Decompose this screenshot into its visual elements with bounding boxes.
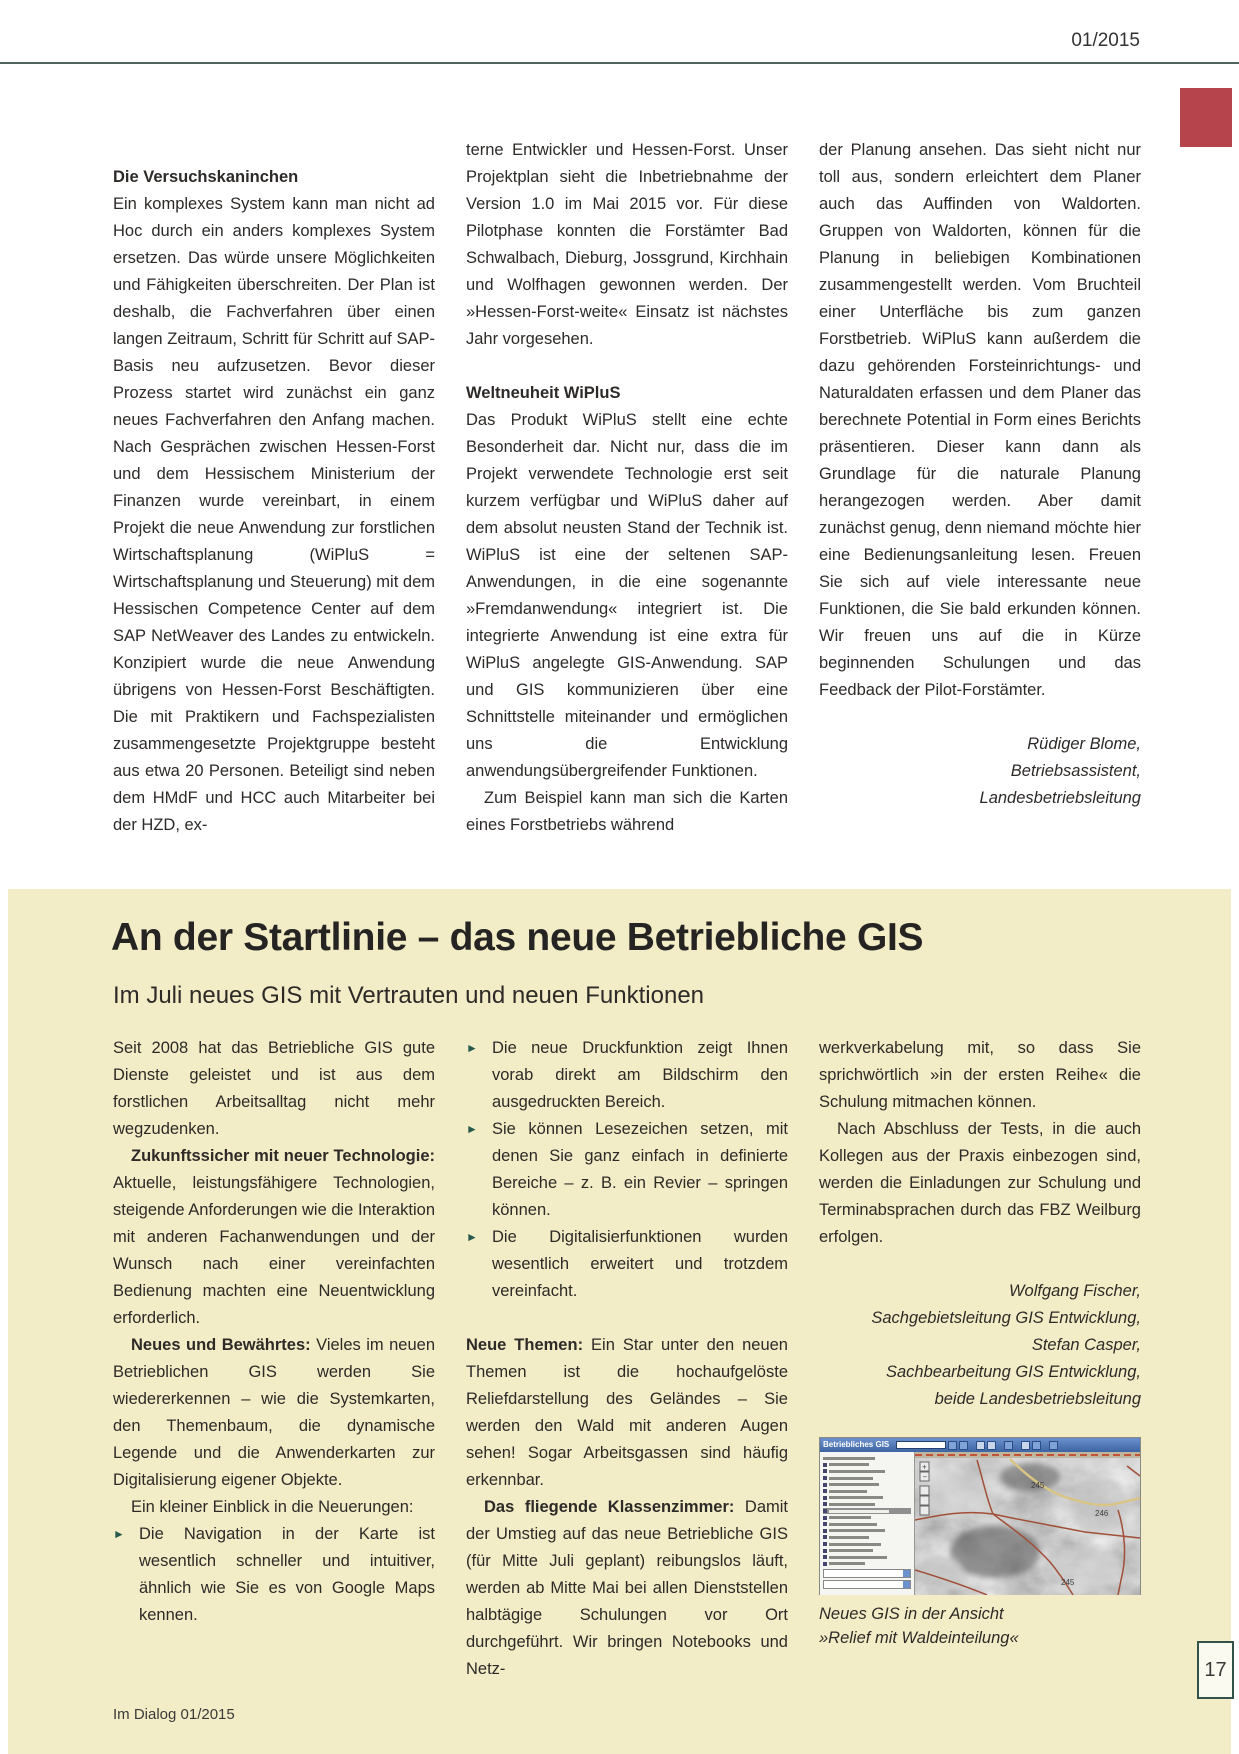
- paragraph-lead: Neue Themen:: [466, 1336, 584, 1354]
- layer-tree-row: [823, 1468, 911, 1475]
- layer-checkbox-icon: [823, 1542, 827, 1546]
- layer-checkbox-icon: [823, 1489, 827, 1493]
- paragraph: Das fliegende Klassenzimmer: Damit der Umstieg auf das neue Betriebliche GIS (für Mitte Juli geplant) reibungslos läuft, werden ab Mitte Mai bei allen Dienststellen halbtägige Schulungen vor Ort durchgeführt. Wir bringen Notebooks und Netz-: [466, 1498, 788, 1678]
- layer-tree-row: [823, 1488, 911, 1495]
- header-rule: [0, 62, 1239, 64]
- paragraph-lead: Das fliegende Klassenzimmer:: [484, 1498, 735, 1516]
- gis-window-title: Betriebliches GIS: [823, 1440, 890, 1449]
- signature-line: Landesbetriebsleitung: [979, 789, 1141, 807]
- article-column-2: [466, 137, 788, 839]
- combo-dropdown-icon: [903, 1570, 910, 1577]
- paragraph-lead: Neues und Bewährtes:: [131, 1336, 311, 1354]
- layer-tree-row: [823, 1495, 911, 1502]
- gis-screenshot-figure: [819, 1437, 1141, 1595]
- gis-article-subtitle: Im Juli neues GIS mit Vertrauten und neuen Funktionen: [113, 982, 705, 1009]
- signature-line: Betriebsassistent,: [1010, 762, 1141, 780]
- author-signature: [819, 1278, 1141, 1413]
- layer-label-bar: [829, 1543, 881, 1546]
- layer-checkbox-icon: [823, 1555, 827, 1559]
- layer-checkbox-icon: [823, 1509, 827, 1513]
- layer-label-bar: [829, 1490, 867, 1493]
- figure-caption-line: Neues GIS in der Ansicht: [819, 1605, 1004, 1623]
- paragraph: der Planung ansehen. Das sieht nicht nur toll aus, sondern erleichtert dem Planer auch das Auffinden von Waldorten. Gruppen von Waldorten, können für die Planung in beliebigen Kombinationen zusammengestellt werden. Vom Bruchteil einer Unterfläche bis zum ganzen Forstbetrieb. WiPluS kann außerdem die dazu gehörenden Forsteinrichtungs- und Naturaldaten erfassen und dem Planer das berechnete Potential in Form eines Berichts präsentieren. Dieser kann dann als Grundlage für die naturale Planung herangezogen werden. Aber damit zunächst genug, denn niemand möchte hier eine Bedienungsanleitung lesen. Freuen Sie sich auf viele interessante neue Funktionen, die Sie bald erkunden können. Wir freuen uns auf die in Kürze beginnenden Schulungen und das Feedback der Pilot-Forstämter.: [819, 141, 1141, 699]
- layer-label-bar: [829, 1463, 869, 1466]
- layer-combo-box: [823, 1569, 911, 1578]
- layer-tree-row: [823, 1514, 911, 1521]
- layer-tree-row: [823, 1547, 911, 1554]
- paragraph: Ein komplexes System kann man nicht ad Hoc durch ein anders komplexes System ersetzen. Das würde unsere Möglichkeiten und Fähigkeiten überschreiten. Der Plan ist deshalb, die Fachverfahren über einen langen Zeitraum, Schritt für Schritt auf SAP-Basis neu aufzusetzen. Bevor dieser Prozess startet wird zunächst ein ganz neues Fachverfahren den Anfang machen. Nach Gesprächen zwischen Hessen-Forst und dem Hessischem Ministerium der Finanzen wurde vereinbart, in einem Projekt die neue Anwendung zur forstlichen Wirtschaftsplanung (WiPluS = Wirtschaftsplanung und Steuerung) mit dem Hessischen Competence Center auf dem SAP NetWeaver des Landes zu entwickeln. Konzipiert wurde die neue Anwendung übrigens von Hessen-Forst Beschäftigten. Die mit Praktikern und Fachspezialisten zusammengesetzte Projektgruppe besteht aus etwa 20 Personen. Beteiligt sind neben dem HMdF und HCC auch Mitarbeiter bei der HZD, ex-: [113, 195, 435, 834]
- layer-label-bar: [829, 1503, 875, 1506]
- layer-tree-row: [823, 1521, 911, 1528]
- layer-checkbox-icon: [823, 1535, 827, 1539]
- signature-line: Stefan Casper,: [1031, 1336, 1141, 1354]
- gis-toolbar-measure-icon: [1032, 1441, 1041, 1450]
- bullet-text: Sie können Lesezeichen setzen, mit denen Sie ganz einfach in definierte Bereiche – z. B. ein Revier – springen können.: [492, 1120, 788, 1219]
- gis-toolbar-pan-icon: [976, 1441, 985, 1450]
- gis-toolbar-info-icon: [1049, 1441, 1058, 1450]
- gis-article-column-1: [113, 1035, 435, 1629]
- layer-checkbox-icon: [823, 1483, 827, 1487]
- bullet-item: [113, 1521, 435, 1629]
- layer-tree-row: [823, 1541, 911, 1548]
- layer-tree-row: [823, 1462, 911, 1469]
- layer-label-bar: [823, 1457, 875, 1460]
- bullet-item: [466, 1224, 788, 1305]
- layer-tree-row: [823, 1455, 911, 1462]
- layer-tree-row: [823, 1534, 911, 1541]
- layer-tree-row: [823, 1501, 911, 1508]
- combo-dropdown-icon: [903, 1581, 910, 1588]
- gis-window-titlebar: [820, 1438, 1140, 1452]
- relief-map-svg: [915, 1452, 1140, 1595]
- gis-window-body: [820, 1452, 1140, 1595]
- figure-caption: [819, 1602, 1019, 1650]
- map-label: 245: [1061, 1578, 1075, 1587]
- paragraph: Ein kleiner Einblick in die Neuerungen:: [131, 1498, 414, 1516]
- paragraph: terne Entwickler und Hessen-Forst. Unser Projektplan sieht die Inbetriebnahme der Version 1.0 im Mai 2015 vor. Für diese Pilotphase konnten die Forstämter Bad Schwalbach, Dieburg, Jossgrund, Kirchhain und Wolfhagen gewonnen werden. Der »Hessen-Forst-weite« Einsatz ist nächstes Jahr vorgesehen.: [466, 141, 788, 348]
- paragraph: werkverkabelung mit, so dass Sie sprichwörtlich »in der ersten Reihe« die Schulung mitmachen können.: [819, 1039, 1141, 1111]
- layer-tree-row: [823, 1481, 911, 1488]
- paragraph: Zum Beispiel kann man sich die Karten eines Forstbetriebs während: [466, 789, 788, 834]
- layer-label-bar: [829, 1510, 889, 1513]
- gis-article-title: An der Startlinie – das neue Betriebliche GIS: [111, 916, 924, 959]
- gis-scale-input: [896, 1441, 946, 1449]
- layer-label-bar: [829, 1529, 885, 1532]
- map-label: 245: [1031, 1481, 1045, 1490]
- gis-toolbar-print-icon: [1004, 1441, 1013, 1450]
- bullet-item: [466, 1035, 788, 1116]
- red-corner-tab: [1180, 88, 1232, 147]
- paragraph: Seit 2008 hat das Betriebliche GIS gute Dienste geleistet und ist aus dem forstlichen Arbeitsalltag nicht mehr wegzudenken.: [113, 1039, 435, 1138]
- paragraph: Neue Themen: Ein Star unter den neuen Themen ist die hochaufgelöste Reliefdarstellung des Geländes – Sie werden den Wald mit anderen Augen sehen! Sogar Arbeitsgassen sind häufig erkennbar.: [466, 1336, 788, 1489]
- layer-checkbox-icon: [823, 1522, 827, 1526]
- signature-line: beide Landesbetriebsleitung: [934, 1390, 1141, 1408]
- layer-checkbox-icon: [823, 1562, 827, 1566]
- paragraph: Nach Abschluss der Tests, in die auch Kollegen aus der Praxis einbezogen sind, werden die Einladungen zur Schulung und Terminabsprachen durch das FBZ Weilburg erfolgen.: [819, 1120, 1141, 1246]
- signature-line: Rüdiger Blome,: [1027, 735, 1141, 753]
- layer-label-bar: [829, 1562, 865, 1565]
- signature-line: Sachbearbeitung GIS Entwicklung,: [886, 1363, 1141, 1381]
- article-column-1: [113, 137, 435, 839]
- paragraph: Zukunftssicher mit neuer Technologie: Aktuelle, leistungsfähigere Technologien, steigende Anforderungen wie die Interaktion mit anderen Fachanwendungen und der Wunsch nach einer vereinfachten Bedienung machten eine Neuentwicklung erforderlich.: [113, 1147, 435, 1327]
- layer-tree-row: [823, 1554, 911, 1561]
- bullet-arrow-icon: ►: [113, 1527, 125, 1541]
- layer-label-bar: [829, 1536, 869, 1539]
- gis-layer-tree: [820, 1452, 915, 1595]
- signature-line: Sachgebietsleitung GIS Entwicklung,: [871, 1309, 1141, 1327]
- bullet-text: Die Navigation in der Karte ist wesentlich schneller und intuitiver, ähnlich wie Sie es von Google Maps kennen.: [139, 1525, 435, 1624]
- gis-article-column-3: [819, 1035, 1141, 1413]
- layer-checkbox-icon: [823, 1549, 827, 1553]
- map-label: 246: [1095, 1509, 1109, 1518]
- section-heading: Die Versuchskaninchen: [113, 168, 299, 186]
- layer-combo-box: [823, 1580, 911, 1589]
- bullet-arrow-icon: ►: [466, 1230, 478, 1244]
- layer-checkbox-icon: [823, 1516, 827, 1520]
- layer-label-bar: [829, 1549, 873, 1552]
- layer-checkbox-icon: [823, 1529, 827, 1533]
- layer-checkbox-icon: [823, 1469, 827, 1473]
- signature-line: Wolfgang Fischer,: [1008, 1282, 1141, 1300]
- bullet-arrow-icon: ►: [466, 1041, 478, 1055]
- layer-tree-row: [823, 1561, 911, 1568]
- gis-toolbar-zoom-out-icon: [959, 1441, 968, 1450]
- layer-checkbox-icon: [823, 1463, 827, 1467]
- layer-label-bar: [829, 1523, 877, 1526]
- svg-text:−: −: [922, 1472, 928, 1482]
- layer-label-bar: [829, 1496, 883, 1499]
- gis-article-column-2: [466, 1035, 788, 1683]
- bullet-text: Die neue Druckfunktion zeigt Ihnen vorab direkt am Bildschirm den ausgedruckten Bereich.: [492, 1039, 788, 1111]
- gis-relief-map: [915, 1452, 1140, 1595]
- paragraph-lead: Zukunftssicher mit neuer Technologie:: [131, 1147, 435, 1165]
- layer-label-bar: [829, 1470, 885, 1473]
- issue-label: 01/2015: [1071, 30, 1140, 51]
- bullet-item: [466, 1116, 788, 1224]
- svg-text:+: +: [922, 1462, 927, 1472]
- layer-label-bar: [829, 1516, 871, 1519]
- layer-checkbox-icon: [823, 1496, 827, 1500]
- layer-checkbox-icon: [823, 1476, 827, 1480]
- layer-label-bar: [829, 1556, 887, 1559]
- footer-journal-label: Im Dialog 01/2015: [113, 1706, 235, 1723]
- map-nav-buttons: [920, 1462, 929, 1515]
- gis-toolbar-select-icon: [987, 1441, 996, 1450]
- layer-tree-row: [823, 1528, 911, 1535]
- article-column-3: [819, 137, 1141, 812]
- figure-caption-line: »Relief mit Waldeinteilung«: [819, 1629, 1019, 1647]
- layer-tree-row: [823, 1475, 911, 1482]
- section-heading: Weltneuheit WiPluS: [466, 384, 621, 402]
- layer-tree-row: [823, 1508, 911, 1515]
- bullet-arrow-icon: ►: [466, 1122, 478, 1136]
- page-number: 17: [1204, 1658, 1227, 1681]
- gis-toolbar-bookmark-icon: [1021, 1441, 1030, 1450]
- author-signature: [819, 731, 1141, 812]
- page-number-badge: [1197, 1641, 1234, 1699]
- bullet-text: Die Digitalisierfunktionen wurden wesentlich erweitert und trotzdem vereinfacht.: [492, 1228, 788, 1300]
- gis-toolbar-zoom-in-icon: [948, 1441, 957, 1450]
- layer-checkbox-icon: [823, 1502, 827, 1506]
- layer-label-bar: [829, 1477, 873, 1480]
- layer-label-bar: [829, 1483, 879, 1486]
- paragraph: Neues und Bewährtes: Vieles im neuen Betrieblichen GIS werden Sie wiedererkennen – wie die Systemkarten, den Themenbaum, die dynamische Legende und die Anwenderkarten zur Digitalisierung eigener Objekte.: [113, 1336, 436, 1489]
- paragraph: Das Produkt WiPluS stellt eine echte Besonderheit dar. Nicht nur, dass die im Projekt verwendete Technologie erst seit kurzem verfügbar und WiPluS daher auf dem absolut neusten Stand der Technik ist. WiPluS ist eine der seltenen SAP-Anwendungen, in die eine sogenannte »Fremdanwendung« integriert ist. Die integrierte Anwendung ist eine extra für WiPluS angelegte GIS-Anwendung. SAP und GIS kommunizieren über eine Schnittstelle miteinander und ermöglichen uns die Entwicklung anwendungsübergreifender Funktionen.: [466, 411, 788, 780]
